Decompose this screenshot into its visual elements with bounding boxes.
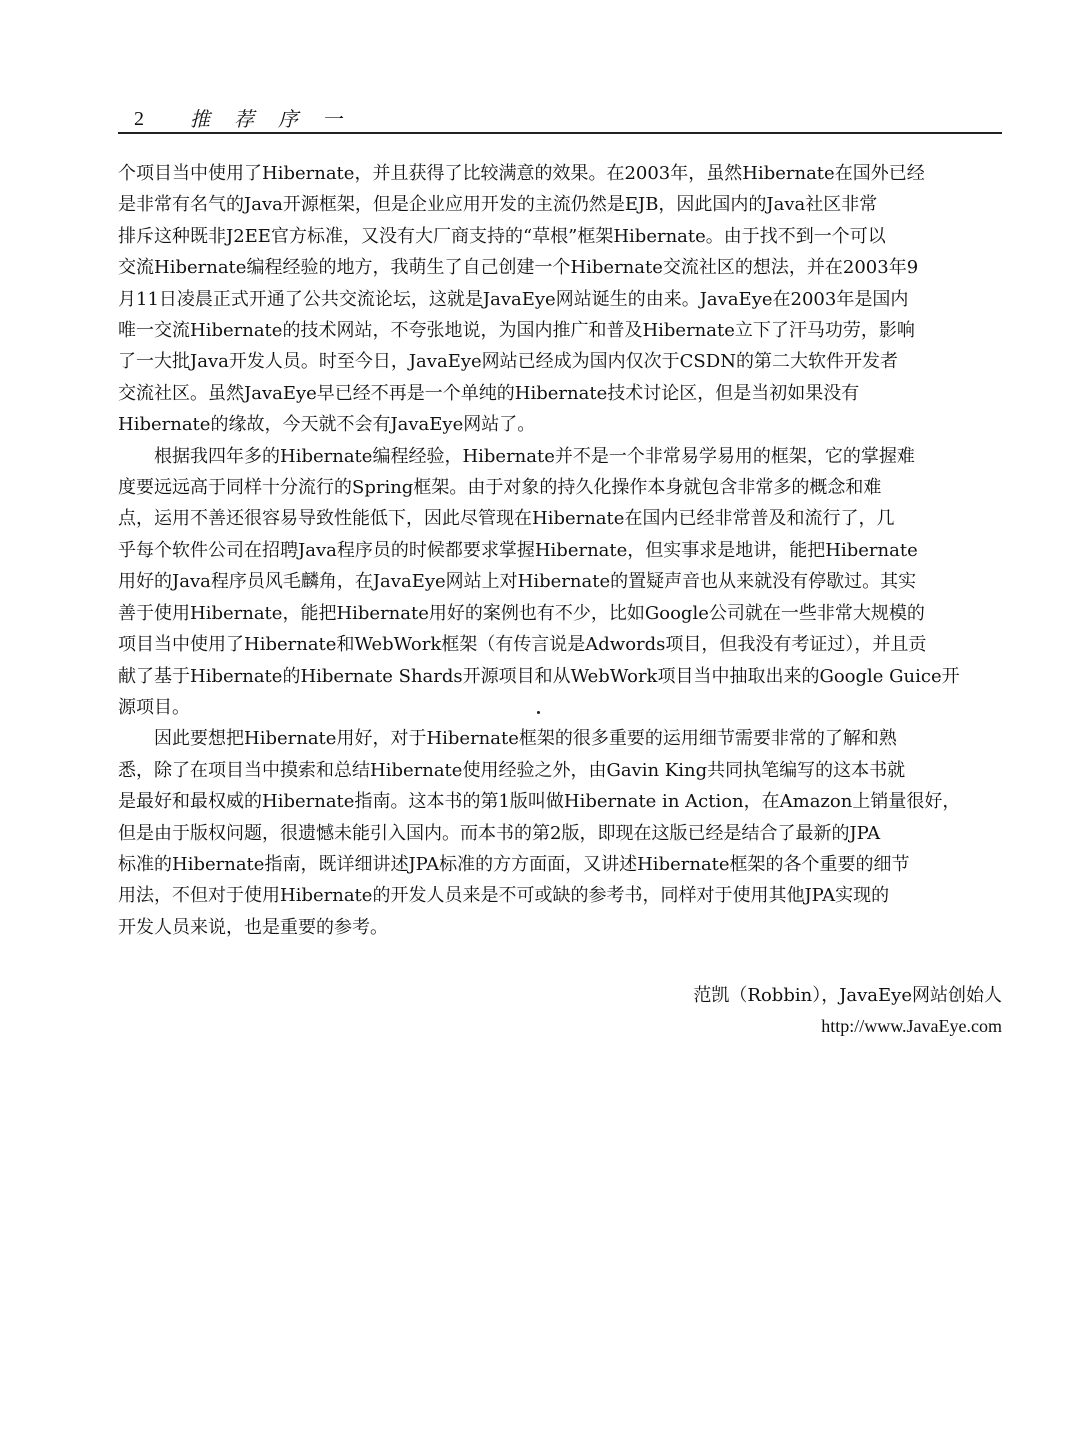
text-line: 悉，除了在项目当中摸索和总结Hibernate使用经验之外，由Gavin King共同执笔编写的这本书就 [118,759,906,781]
text-line: 交流社区。虽然JavaEye早已经不再是一个单纯的Hibernate技术讨论区，但是当初如果没有 [118,382,860,404]
text-line: 了一大批Java开发人员。时至今日，JavaEye网站已经成为国内仅次于CSDN的第二大软件开发者 [118,351,898,373]
text-line: 因此要想把Hibernate用好，对于Hibernate框架的很多重要的运用细节需要非常的了解和熟 [118,728,897,750]
body-text [118,158,1002,943]
text-line: Hibernate的缘故，今天就不会有JavaEye网站了。 [118,414,536,436]
text-line: 是非常有名气的Java开源框架，但是企业应用开发的主流仍然是EJB，因此国内的Java社区非常 [118,194,878,216]
text-line: 善于使用Hibernate，能把Hibernate用好的案例也有不少，比如Google公司就在一些非常大规模的 [118,602,925,624]
text-line: 月11日凌晨正式开通了公共交流论坛，这就是JavaEye网站诞生的由来。JavaEye在2003年是国内 [118,288,909,310]
text-line: 标准的Hibernate指南，既详细讲述JPA标准的方方面面，又讲述Hibernate框架的各个重要的细节 [118,853,910,875]
signature-block [693,980,1002,1042]
text-line: 是最好和最权威的Hibernate指南。这本书的第1版叫做Hibernate in Action，在Amazon上销量很好， [118,791,961,813]
chapter-title: 推荐序一 [190,107,366,131]
text-line: 度要远远高于同样十分流行的Spring框架。由于对象的持久化操作本身就包含非常多的概念和难 [118,477,882,499]
website-url: http://www.JavaEye.com [821,1016,1002,1036]
text-line: 乎每个软件公司在招聘Java程序员的时候都要求掌握Hibernate，但实事求是地讲，能把Hibernate [118,539,918,561]
text-line: 开发人员来说，也是重要的参考。 [118,916,388,938]
text-line: 用好的Java程序员风毛麟角，在JavaEye网站上对Hibernate的置疑声音也从来就没有停歇过。其实 [118,571,917,593]
page-header [118,106,1002,134]
text-line: 项目当中使用了Hibernate和WebWork框架（有传言说是Adwords项目，但我没有考证过），并且贡 [118,634,927,656]
text-line: 排斥这种既非J2EE官方标准，又没有大厂商支持的“草根”框架Hibernate。由于找不到一个可以 [118,225,886,247]
text-line: 源项目。 [118,696,190,718]
author-attribution: 范凯（Robbin），JavaEye网站创始人 [693,985,1002,1006]
paragraph-3 [118,723,1002,943]
paragraph-1 [118,158,1002,441]
scan-speck [537,711,540,714]
page-number: 2 [134,108,144,130]
text-line: 但是由于版权问题，很遗憾未能引入国内。而本书的第2版，即现在这版已经是结合了最新的JPA [118,822,881,844]
text-line: 交流Hibernate编程经验的地方，我萌生了自己创建一个Hibernate交流社区的想法，并在2003年9 [118,257,919,279]
text-line: 个项目当中使用了Hibernate，并且获得了比较满意的效果。在2003年，虽然Hibernate在国外已经 [118,163,925,184]
text-line: 点，运用不善还很容易导致性能低下，因此尽管现在Hibernate在国内已经非常普及和流行了，几 [118,508,895,530]
text-line: 献了基于Hibernate的Hibernate Shards开源项目和从WebWork项目当中抽取出来的Google Guice开 [118,665,960,687]
text-line: 唯一交流Hibernate的技术网站，不夸张地说，为国内推广和普及Hibernate立下了汗马功劳，影响 [118,320,915,342]
paragraph-2 [118,441,1002,724]
text-line: 用法，不但对于使用Hibernate的开发人员来是不可或缺的参考书，同样对于使用其他JPA实现的 [118,885,890,907]
text-line: 根据我四年多的Hibernate编程经验，Hibernate并不是一个非常易学易用的框架，它的掌握难 [118,445,915,467]
